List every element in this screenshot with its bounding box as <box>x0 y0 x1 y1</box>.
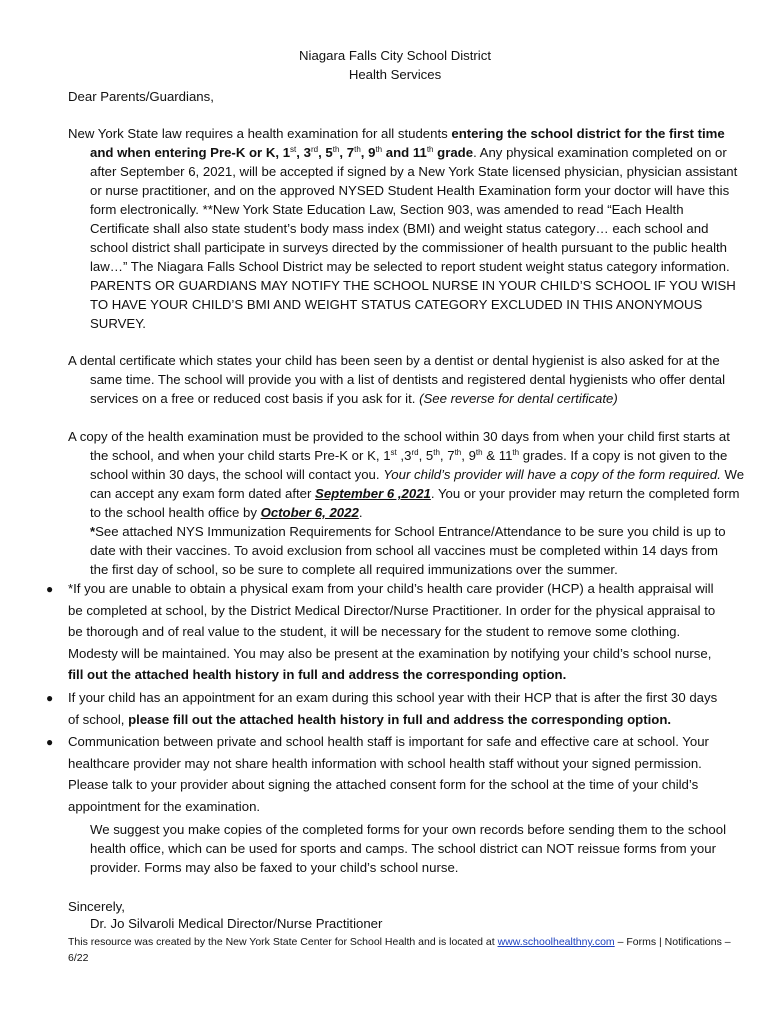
para3-text: , 9 <box>461 448 476 463</box>
return-deadline: October 6, 2022 <box>260 505 359 520</box>
para1-bold: entering the school district for the first time and when entering Pre-K or K, 1 <box>90 126 725 160</box>
provider-note: Your child’s provider will have a copy of the form required. <box>383 467 721 482</box>
para1-bold: , 5 <box>318 145 333 160</box>
para1-intro: New York State law requires a health examination for all students <box>68 126 452 141</box>
list-item <box>68 731 728 817</box>
para3-text: ,3 <box>396 448 412 463</box>
bullet-text: Communication between private and school health staff is important for safe and effective care at school. Your healthcare provider may not share health information with school health staff without your signed permission. Please talk to your provider about signing the attached consent form for the school at the time of your child’s appointment for the examination. <box>68 734 709 814</box>
dental-paragraph <box>68 351 745 408</box>
dental-text: A dental certificate which states your child has been seen by a dentist or dental hygienist is also asked for at the same time. The school will provide you with a list of dentists and registered dental hygienists who offer dental services on a free or reduced cost basis if you ask for it. <box>68 353 726 406</box>
sup: th <box>475 448 483 457</box>
para3-text: . <box>358 505 363 520</box>
sup: th <box>354 145 361 154</box>
para1-bold: , 7 <box>339 145 355 160</box>
bullet-bold: please fill out the attached health history in full and address the corresponding option. <box>128 711 672 727</box>
sup: th <box>433 448 440 457</box>
department-name: Health Services <box>348 67 442 82</box>
district-name: Niagara Falls City School District <box>298 48 491 63</box>
exam-date-cutoff: September 6 ,2021 <box>315 486 431 501</box>
bullet-bold: fill out the attached health history in full and address the corresponding option. <box>68 667 567 683</box>
para1-rest: . Any physical examination completed on or after September 6, 2021, will be accepted if signed by a New York State licensed physician, physician assistant or nurse practitioner, and on the approved NYSED Student Health Examination form your doctor will have this form electronically. **New York State Education Law, Section 903, was amended to read “Each Health Certificate shall also state student’s body mass index (BMI) and weight status category… each school and school district shall participate in surveys directed by the commissioner of health pursuant to the public health law…” The Niagara Falls School District may be selected to report student weight status category information. PARENTS OR GUARDIANS MAY NOTIFY THE SCHOOL NURSE IN YOUR CHILD’S SCHOOL IF YOU WISH TO HAVE YOUR CHILD’S BMI AND WEIGHT STATUS CATEGORY EXCLUDED IN THIS ANONYMOUS SURVEY. <box>90 145 738 331</box>
para1-bold: grade <box>433 145 474 160</box>
dental-note: (See reverse for dental certificate) <box>419 391 618 406</box>
para3-text: & 11 <box>482 448 513 463</box>
bullet-text: *If you are unable to obtain a physical exam from your child’s health care provider (HCP) a health appraisal will be completed at school, by the District Medical Director/Nurse Practitioner. In order for the physical appraisal to be thorough and of real value to the student, it will be necessary for the student to remove some clothing. Modesty will be maintained. You may also be present at the examination by notifying your child’s school nurse, <box>68 581 716 661</box>
exam-copy-paragraph <box>68 427 745 522</box>
para3-text: We can accept any exam form dated after <box>90 467 745 501</box>
sup: th <box>512 448 520 457</box>
sup: st <box>390 448 397 457</box>
para1-bold: , 3 <box>296 145 311 160</box>
bullet-icon: ● <box>46 735 54 749</box>
para3-text: grades. If a copy is not given to the school within 30 days, the school will contact you. <box>90 448 728 482</box>
asterisk: * <box>90 524 96 539</box>
signature: Dr. Jo Silvaroli Medical Director/Nurse Practitioner <box>90 916 383 931</box>
salutation: Dear Parents/Guardians, <box>68 89 214 104</box>
para1-bold: , 9 <box>360 145 376 160</box>
list-item <box>68 578 728 686</box>
closing: Sincerely, <box>68 899 125 914</box>
sup: th <box>332 145 340 154</box>
immunization-note <box>90 522 730 579</box>
para3-text: . You or your provider may return the completed form to the school health office by <box>90 486 740 520</box>
immunization-text: See attached NYS Immunization Requirements for School Entrance/Attendance to be sure you child is up to date with their vaccines. To avoid exclusion from school all vaccines must be completed within 14 days from the first day of school, so be sure to complete all required immunizations over the summer. <box>90 524 726 577</box>
sup: th <box>426 145 434 154</box>
footer-note <box>68 934 733 966</box>
para3-text: , 7 <box>439 448 455 463</box>
para3-text: , 5 <box>418 448 434 463</box>
sup: st <box>290 145 297 154</box>
bullet-text: If your child has an appointment for an exam during this school year with their HCP that is after the first 30 days of school, <box>68 690 718 727</box>
footer-text: This resource was created by the New York State Center for School Health and is located at <box>68 936 498 948</box>
para1-bold: and 11 <box>382 145 427 160</box>
sup: th <box>375 145 383 154</box>
health-exam-paragraph <box>68 124 745 333</box>
bullet-icon: ● <box>46 582 54 596</box>
sup: rd <box>411 448 419 457</box>
footer-text-rest: – Forms | Notifications – 6/22 <box>68 936 731 964</box>
sup: rd <box>310 145 319 154</box>
sup: th <box>454 448 462 457</box>
schoolhealthny-link[interactable]: www.schoolhealthny.com <box>497 936 615 948</box>
bullet-icon: ● <box>46 691 54 705</box>
list-item <box>68 687 728 730</box>
para3-text: A copy of the health examination must be provided to the school within 30 days from when your child first starts at the school, and when your child starts Pre-K or K, 1 <box>68 429 730 463</box>
copies-note: We suggest you make copies of the completed forms for your own records before sending them to the school health office, which can be used for sports and camps. The school district can NOT reissue forms from your provider. Forms may also be faxed to your child’s school nurse. <box>90 822 727 875</box>
